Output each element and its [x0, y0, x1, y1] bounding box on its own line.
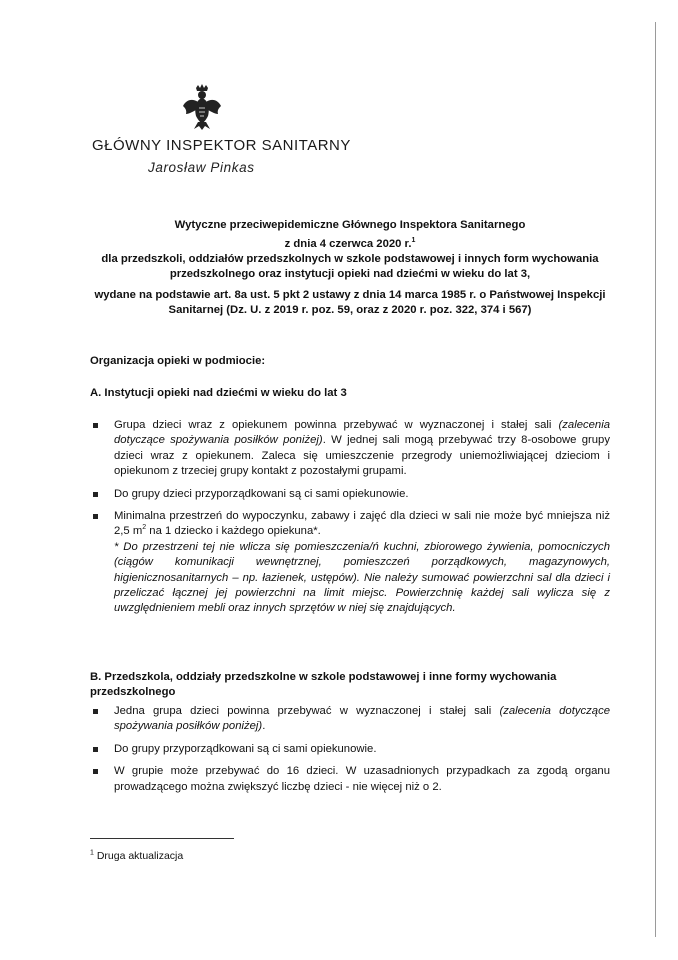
list-item: W grupie może przebywać do 16 dzieci. W uzasadnionych przypadkach za zgodą organu prowadzącego można zwiększyć liczbę dzieci - nie więcej niż o 2.: [92, 764, 610, 795]
text: na 1 dziecko i każdego opiekuna*.: [146, 525, 321, 538]
list-item: [92, 418, 610, 480]
list-item: [92, 704, 610, 735]
title-scope: dla przedszkoli, oddziałów przedszkolnych w szkole podstawowej i innych form wychowania przedszkolnego oraz instytucji opieki nad dziećmi w wieku do lat 3,: [101, 253, 599, 280]
list-item: Do grupy przyporządkowani są ci sami opiekunowie.: [92, 742, 610, 757]
list-item: [92, 509, 610, 617]
date-text: z dnia 4 czerwca 2020 r.: [284, 238, 412, 250]
text: .: [262, 720, 266, 733]
text: Grupa dzieci wraz z opiekunem powinna przebywać w wyznaczonej i stałej sali: [114, 419, 559, 431]
title-line: Wytyczne przeciwepidemiczne Głównego Inspektora Sanitarnego: [174, 219, 526, 231]
agency-name: GŁÓWNY INSPEKTOR SANITARNY: [92, 137, 351, 154]
text: Minimalna przestrzeń do wypoczynku, zabawy i zajęć dla dzieci w sali nie może być mniejsza niż 2,5 m: [114, 510, 610, 538]
superscript: 2: [142, 524, 147, 532]
italic-text: (zalecenia dotyczące spożywania posiłków poniżej): [114, 419, 610, 447]
title-date: [70, 237, 630, 252]
footnote-divider: [90, 838, 234, 839]
section-heading-organization: Organizacja opieki w podmiocie:: [90, 355, 266, 367]
list-item: Do grupy dzieci przyporządkowani są ci sami opiekunowie.: [92, 487, 610, 502]
document-title: [70, 218, 630, 318]
italic-text: (zalecenia dotyczące spożywania posiłków poniżej): [114, 705, 611, 733]
footnote-number: 1: [90, 849, 94, 857]
text: Jedna grupa dzieci powinna przebywać w wyznaczonej i stałej sali: [114, 705, 500, 717]
eagle-emblem-icon: [182, 84, 222, 130]
footnote-ref: 1: [411, 237, 416, 245]
section-b-list: [92, 704, 610, 802]
note-text: * Do przestrzeni tej nie wlicza się pomieszczenia/ń kuchni, zbiorowego żywienia, pomocniczych (ciągów komunikacji wewnętrznej, pomieszczeń porządkowych, magazynowych, higienicznosanitarnych – np. łazienek, ustępów). Nie należy sumować powierzchni sal dla dzieci i przeliczać łącznej jej powierzchni na limit miejsc. Powierzchnię każdej sali wylicza się z uwzględnieniem mebli oraz innych sprzętów w niej się znajdujących.: [114, 540, 610, 615]
section-heading-a: A. Instytucji opieki nad dziećmi w wieku do lat 3: [90, 387, 347, 399]
section-a-list: [92, 418, 610, 624]
scan-edge-line: [655, 22, 656, 937]
footnote: [90, 850, 183, 862]
section-heading-b: B. Przedszkola, oddziały przedszkolne w szkole podstawowej i inne formy wychowania przedszkolnego: [90, 671, 557, 698]
footnote-text: Druga aktualizacja: [93, 850, 184, 862]
title-legal-basis: wydane na podstawie art. 8a ust. 5 pkt 2 ustawy z dnia 14 marca 1985 r. o Państwowej Inspekcji Sanitarnej (Dz. U. z 2019 r. poz. 59, oraz z 2020 r. poz. 322, 374 i 567): [94, 289, 606, 316]
official-name: Jarosław Pinkas: [148, 160, 255, 175]
text: . W jednej sali mogą przebywać trzy 8-osobowe grupy dzieci wraz z opiekunem. Zaleca się umieszczenie przegrody uniemożliwiającej dzieciom i opiekunom z trzeciej grupy kontakt z pozostałymi grupami.: [114, 434, 610, 478]
